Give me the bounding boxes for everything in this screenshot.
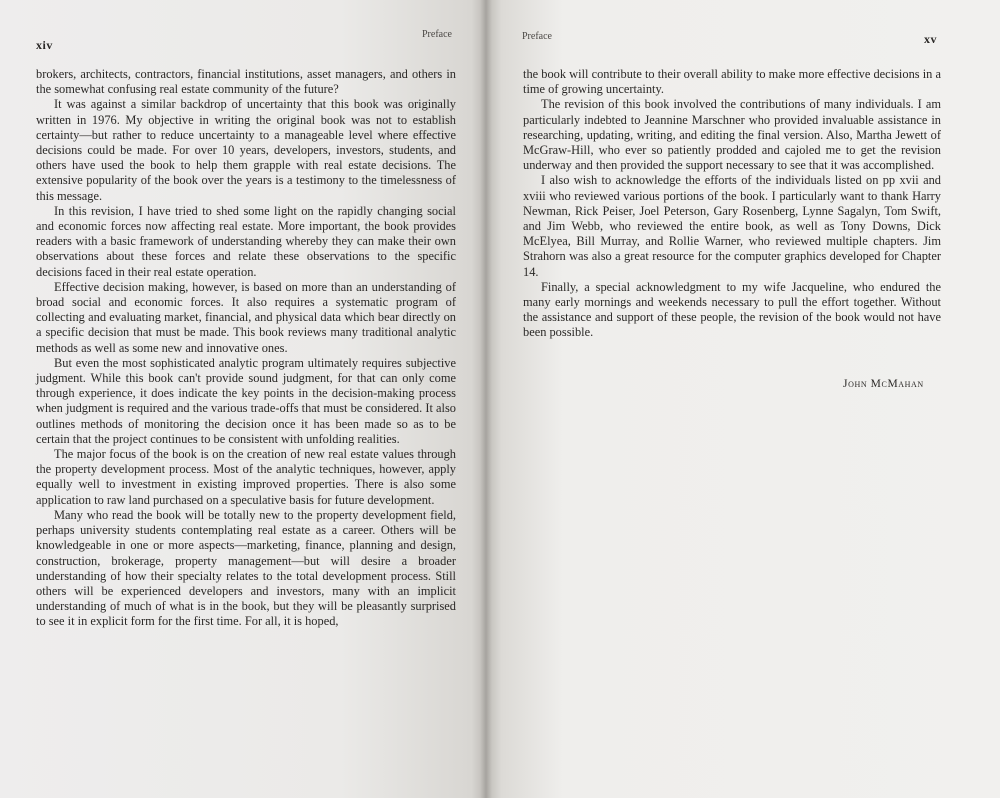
paragraph: In this revision, I have tried to shed some light on the rapidly changing social and economic forces now affecting real estate. More important, the book provides readers with a basic framework of understanding whereby they can make their own observations about these forces and relate these observations to the specific decisions faced in their real estate operation. (36, 203, 456, 279)
running-head-left: Preface (422, 29, 452, 40)
paragraph: Many who read the book will be totally new to the property development field, perhaps university students contemplating real estate as a career. Others will be knowledgeable in one or more aspects—marketing, finance, planning and design, construction, brokerage, property management—but will desire a broader understanding of how their specialty relates to the total development process. Still others will be experienced developers and investors, many with an implicit understanding of much of what is in the book, but they will be pleasantly surprised to see it in explicit form for the first time. For all, it is hoped, (36, 507, 456, 629)
paragraph: But even the most sophisticated analytic program ultimately requires subjective judgment. While this book can't provide sound judgment, for that can only come through experience, it does indicate the key points in the decision-making process when judgment is required and the various trade-offs that must be considered. It also outlines methods of monitoring the decision once it has been made so as to be certain that the project continues to be consistent with unfolding realities. (36, 355, 456, 446)
paragraph: It was against a similar backdrop of uncertainty that this book was originally written in 1976. My objective in writing the original book was not to establish certainty—but rather to reduce uncertainty to a manageable level where effective decisions could be made. For over 10 years, developers, investors, students, and others have used the book to help them grapple with real estate decisions. The extensive popularity of the book over the years is a testimony to the timelessness of this message. (36, 97, 456, 203)
paragraph: The major focus of the book is on the creation of new real estate values through the property development process. Most of the analytic techniques, however, apply equally well to investment in existing improved properties. There is also some application to raw land purchased on a speculative basis for future development. (36, 447, 456, 507)
page-number-left: xiv (36, 38, 53, 52)
paragraph: the book will contribute to their overall ability to make more effective decisions in a time of growing uncertainty. (523, 67, 941, 97)
right-text-block (523, 67, 941, 341)
paragraph: The revision of this book involved the contributions of many individuals. I am particularly indebted to Jeannine Marschner who provided invaluable assistance in researching, updating, writing, and editing the final version. Also, Martha Jewett of McGraw-Hill, who ever so patiently prodded and cajoled me to get the revision underway and then provided the support necessary to see that it was accomplished. (523, 97, 941, 173)
paragraph: brokers, architects, contractors, financial institutions, asset managers, and others in the somewhat confusing real estate community of the future? (36, 67, 456, 97)
book-gutter (480, 0, 492, 798)
author-signature: John McMahan (843, 378, 924, 390)
paragraph: Effective decision making, however, is based on more than an understanding of broad social and economic forces. It also requires a systematic program of collecting and evaluating market, financial, and physical data which bear directly on a specific decision that must be made. This book reviews many traditional analytic methods as well as some new and innovative ones. (36, 279, 456, 355)
running-head-right: Preface (522, 31, 552, 42)
left-text-block (36, 67, 456, 630)
paragraph: I also wish to acknowledge the efforts of the individuals listed on pp xvii and xviii who reviewed various portions of the book. I particularly want to thank Harry Newman, Rick Peiser, Joel Peterson, Gary Rosenberg, Lynne Sagalyn, Tom Swift, and Jim Webb, who reviewed the entire book, as well as Tony Downs, Dick McElyea, Bill Murray, and Rollie Warner, who reviewed multiple chapters. Jim Strahorn was also a great resource for the computer graphics developed for Chapter 14. (523, 173, 941, 279)
paragraph: Finally, a special acknowledgment to my wife Jacqueline, who endured the many early mornings and weekends necessary to pull the effort together. Without the assistance and support of these people, the revision of the book would not have been possible. (523, 279, 941, 340)
left-page (0, 0, 486, 798)
page-number-right: xv (924, 32, 937, 46)
